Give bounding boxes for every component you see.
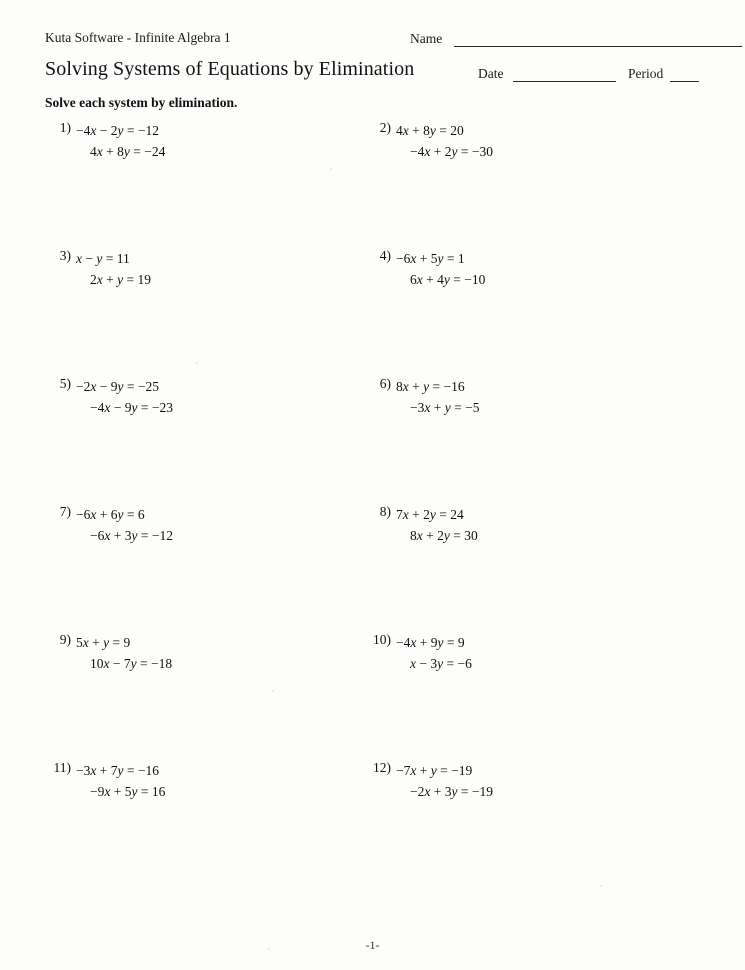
equation-line: −9x + 5y = 16 xyxy=(90,784,166,799)
equation-line: x − 3y = −6 xyxy=(410,656,472,671)
date-field-label: Date xyxy=(478,66,504,81)
problem-number: 2) xyxy=(379,120,391,135)
equation-line: −7x + y = −19 xyxy=(396,763,473,778)
name-field-rule xyxy=(454,46,742,47)
problem-number: 3) xyxy=(59,248,71,263)
equation-line: −3x + y = −5 xyxy=(410,400,480,415)
software-label: Kuta Software - Infinite Algebra 1 xyxy=(45,30,231,45)
equation-line: 5x + y = 9 xyxy=(76,635,131,650)
equation-group xyxy=(396,248,485,290)
equation-group xyxy=(76,760,165,802)
equation-line: 4x + 8y = −24 xyxy=(90,144,166,159)
equation-line: −6x + 3y = −12 xyxy=(90,528,173,543)
equation-line: −6x + 5y = 1 xyxy=(396,251,465,266)
equation-line: 10x − 7y = −18 xyxy=(90,656,173,671)
equation-line: 6x + 4y = −10 xyxy=(410,272,486,287)
scan-speck xyxy=(600,885,602,887)
equation-line: 8x + y = −16 xyxy=(396,379,465,394)
equation-line: −2x − 9y = −25 xyxy=(76,379,159,394)
period-field-rule xyxy=(670,81,699,82)
period-field-label: Period xyxy=(628,66,664,81)
problem-number: 6) xyxy=(379,376,391,391)
equation-line: −2x + 3y = −19 xyxy=(410,784,493,799)
problem-number: 10) xyxy=(373,632,391,647)
equation-group xyxy=(396,504,478,546)
equation-group xyxy=(76,248,151,290)
equation-group xyxy=(396,376,479,418)
equation-group xyxy=(76,632,172,674)
problem-number: 4) xyxy=(379,248,391,263)
equation-group xyxy=(396,632,472,674)
equation-line: 2x + y = 19 xyxy=(90,272,151,287)
scan-speck xyxy=(330,168,332,170)
problem-number: 12) xyxy=(373,760,391,775)
page-number: -1- xyxy=(365,938,380,952)
equation-line: −4x + 9y = 9 xyxy=(396,635,465,650)
scan-speck xyxy=(272,690,274,692)
name-field-label: Name xyxy=(410,31,443,46)
problem-number: 5) xyxy=(59,376,71,391)
equation-line: 7x + 2y = 24 xyxy=(396,507,464,522)
equation-line: x − y = 11 xyxy=(76,251,130,266)
scan-speck xyxy=(196,362,198,364)
equation-line: −6x + 6y = 6 xyxy=(76,507,145,522)
equation-group xyxy=(76,376,173,418)
equation-line: 8x + 2y = 30 xyxy=(410,528,478,543)
equation-line: −3x + 7y = −16 xyxy=(76,763,159,778)
problem-number: 1) xyxy=(59,120,71,135)
equation-line: −4x − 2y = −12 xyxy=(76,123,159,138)
equation-group xyxy=(396,760,493,802)
equation-line: −4x − 9y = −23 xyxy=(90,400,173,415)
equation-group xyxy=(76,120,165,162)
instruction-text: Solve each system by elimination. xyxy=(45,95,238,110)
problem-number: 9) xyxy=(59,632,71,647)
equation-line: 4x + 8y = 20 xyxy=(396,123,464,138)
problem-number: 8) xyxy=(379,504,391,519)
page-title: Solving Systems of Equations by Elimination xyxy=(45,58,415,80)
problem-number: 11) xyxy=(53,760,71,775)
worksheet-header xyxy=(45,30,700,52)
equation-group xyxy=(76,504,173,546)
equation-line: −4x + 2y = −30 xyxy=(410,144,493,159)
date-field-rule xyxy=(513,81,616,82)
equation-group xyxy=(396,120,493,162)
problem-number: 7) xyxy=(59,504,71,519)
scan-speck xyxy=(268,948,270,950)
